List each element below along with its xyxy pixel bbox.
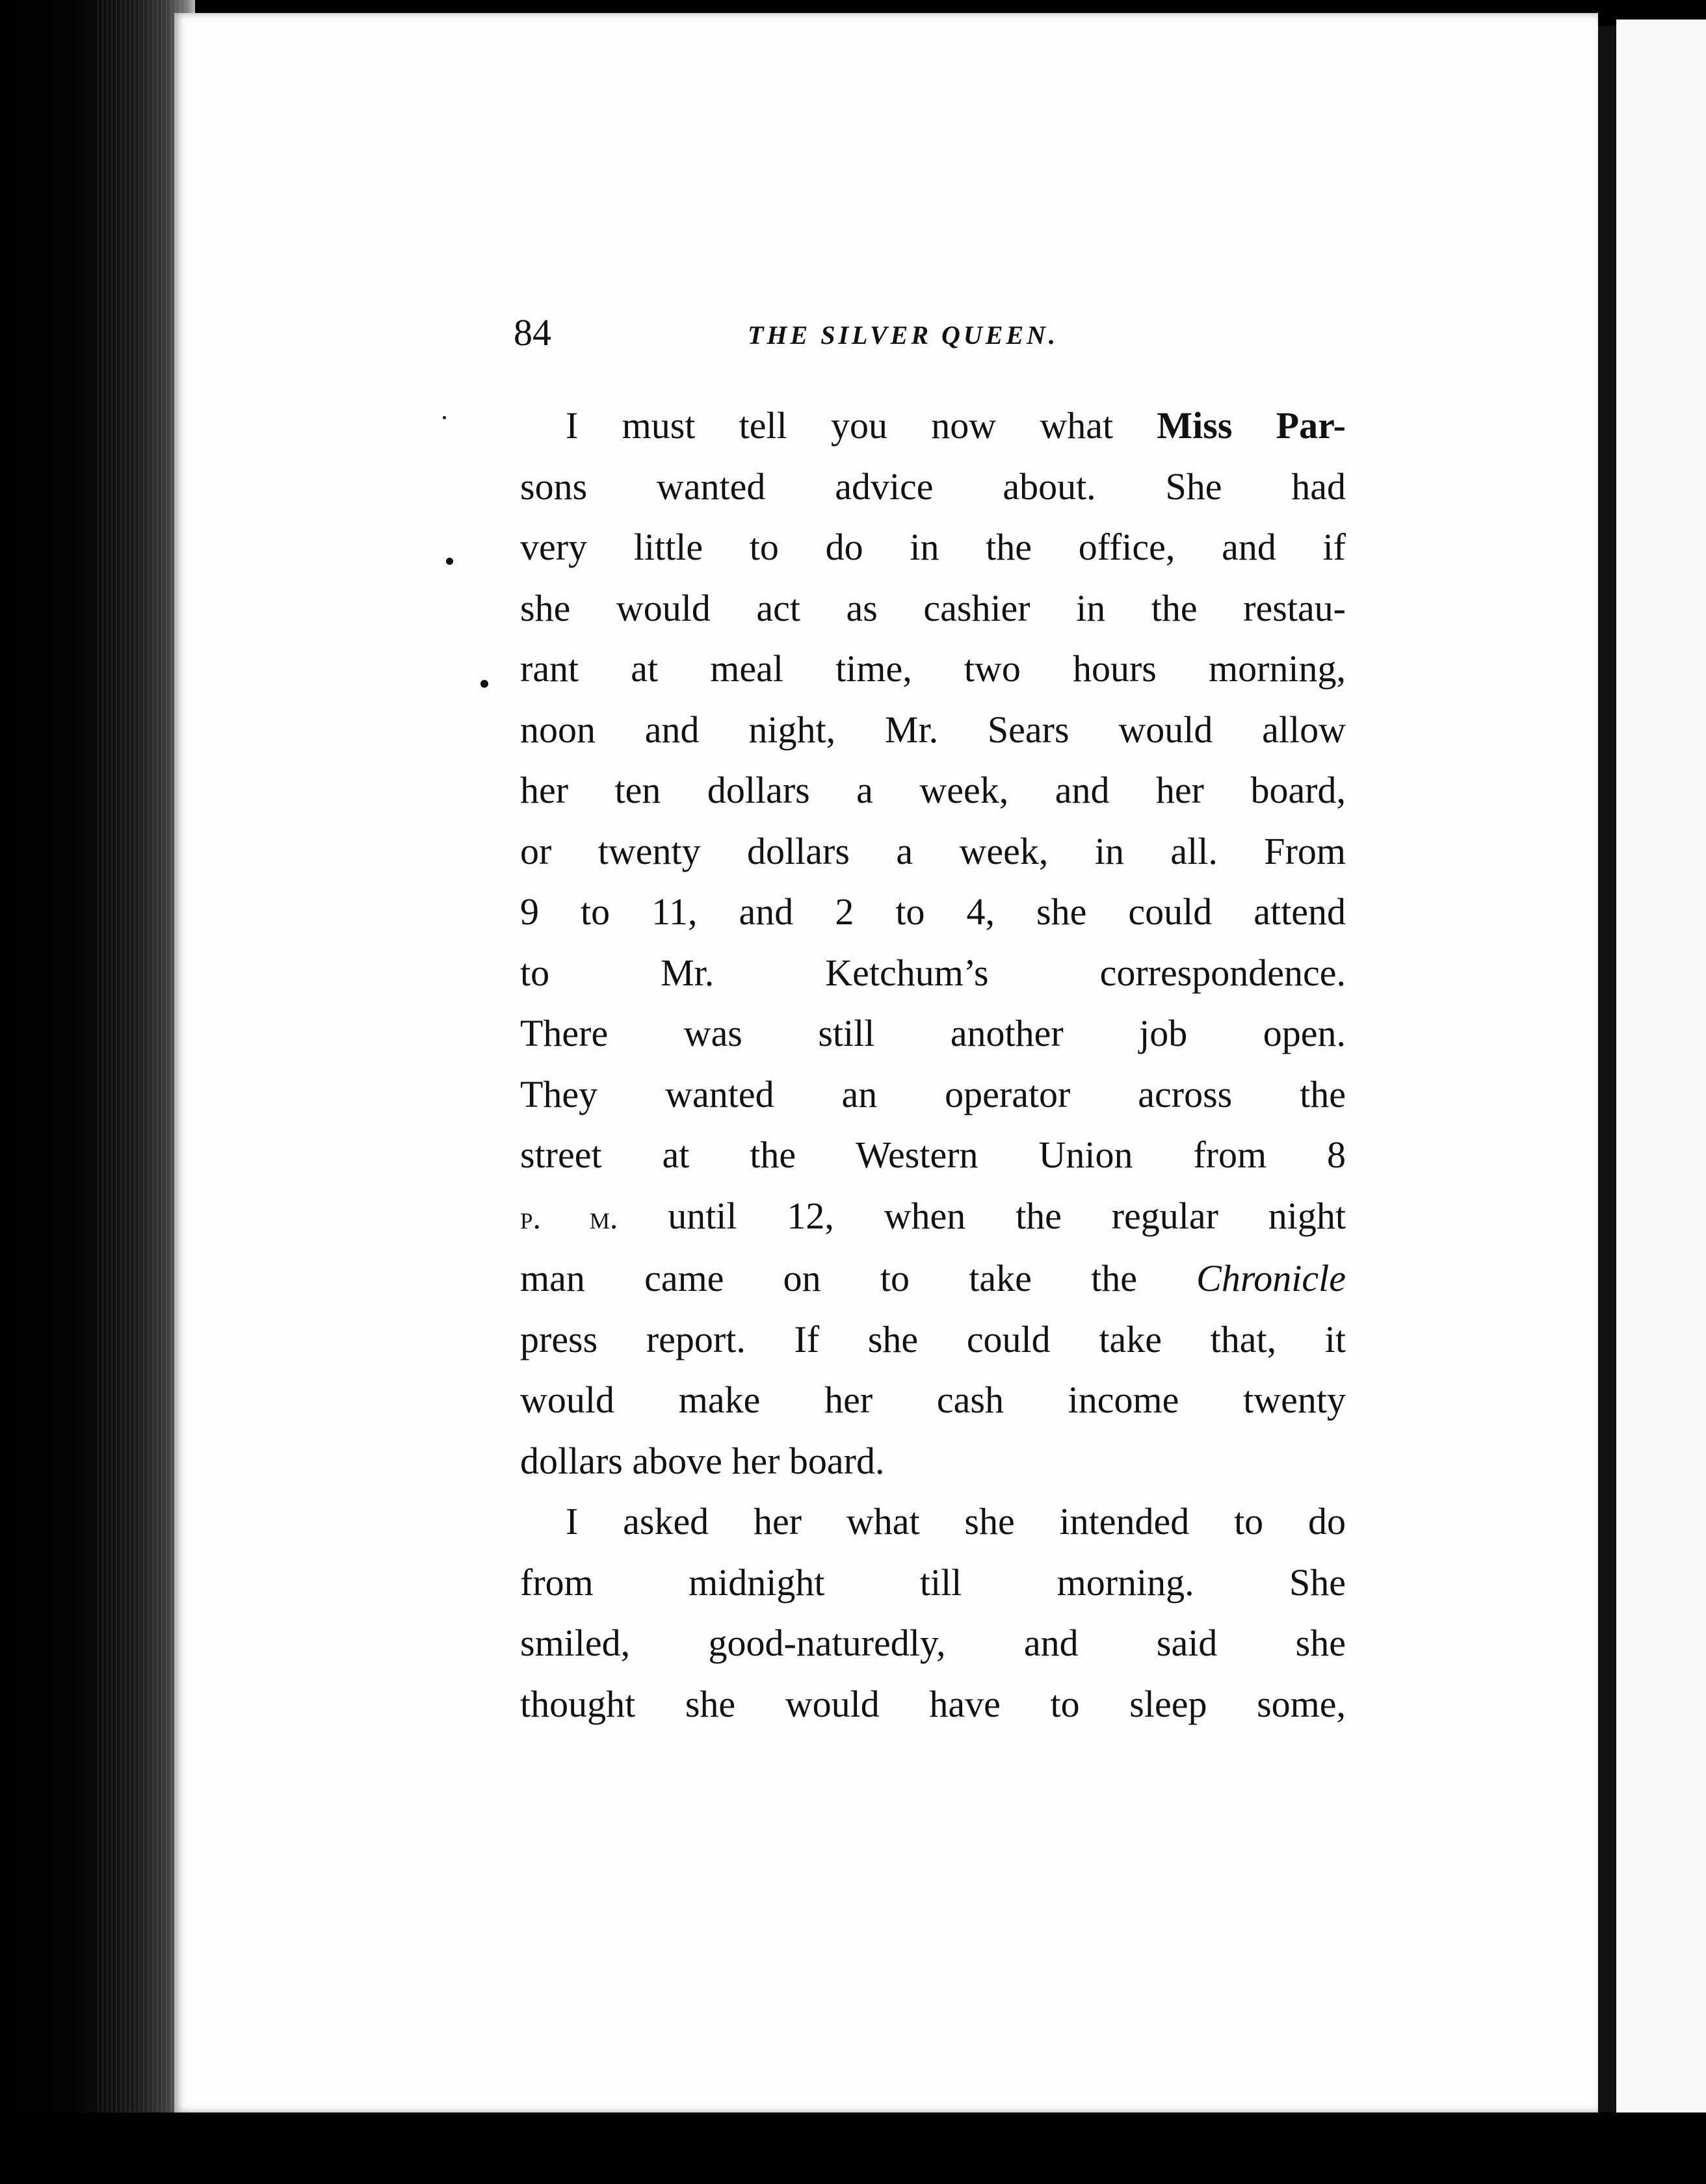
text-line: rant at meal time, two hours morning, bbox=[520, 647, 1346, 690]
text-line: 9 to 11, and 2 to 4, she could attend bbox=[520, 890, 1346, 933]
text-line: would make her cash income twenty bbox=[520, 1379, 1346, 1421]
running-head bbox=[514, 311, 1339, 363]
body-text bbox=[520, 395, 1346, 1734]
text-line: noon and night, Mr. Sears would allow bbox=[520, 708, 1346, 751]
text-line: thought she would have to sleep some, bbox=[520, 1682, 1346, 1725]
text-line: I must tell you now what Miss Par- bbox=[566, 404, 1346, 447]
text-line: street at the Western Union from 8 bbox=[520, 1134, 1346, 1176]
text-line: from midnight till morning. She bbox=[520, 1561, 1346, 1604]
paragraph bbox=[520, 395, 1346, 1491]
text-line: to Mr. Ketchum’s correspondence. bbox=[520, 951, 1346, 994]
margin-dot bbox=[446, 558, 453, 565]
text-line: p. m. until 12, when the regular night bbox=[520, 1194, 1346, 1237]
text-line: or twenty dollars a week, in all. From bbox=[520, 829, 1346, 872]
text-line: sons wanted advice about. She had bbox=[520, 465, 1346, 508]
text-line: man came on to take the Chronicle bbox=[520, 1257, 1346, 1299]
margin-dot bbox=[443, 416, 446, 419]
text-line: she would act as cashier in the restau- bbox=[520, 586, 1346, 629]
scan-border bbox=[0, 2112, 1706, 2184]
gutter-shadow bbox=[1598, 26, 1616, 2112]
facing-page-edge bbox=[1616, 20, 1706, 2119]
text-line: dollars above her board. bbox=[520, 1439, 885, 1482]
text-line: her ten dollars a week, and her board, bbox=[520, 769, 1346, 811]
text-line: They wanted an operator across the bbox=[520, 1072, 1346, 1115]
page-number: 84 bbox=[514, 311, 551, 354]
text-line: I asked her what she intended to do bbox=[566, 1500, 1346, 1542]
margin-dot bbox=[480, 680, 488, 688]
text-line: There was still another job open. bbox=[520, 1012, 1346, 1054]
book-spine bbox=[0, 0, 195, 2184]
paragraph bbox=[520, 1491, 1346, 1734]
text-line: smiled, good-naturedly, and said she bbox=[520, 1622, 1346, 1664]
text-line: very little to do in the office, and if bbox=[520, 526, 1346, 568]
running-title: THE SILVER QUEEN. bbox=[748, 320, 1059, 350]
text-line: press report. If she could take that, it bbox=[520, 1318, 1346, 1360]
